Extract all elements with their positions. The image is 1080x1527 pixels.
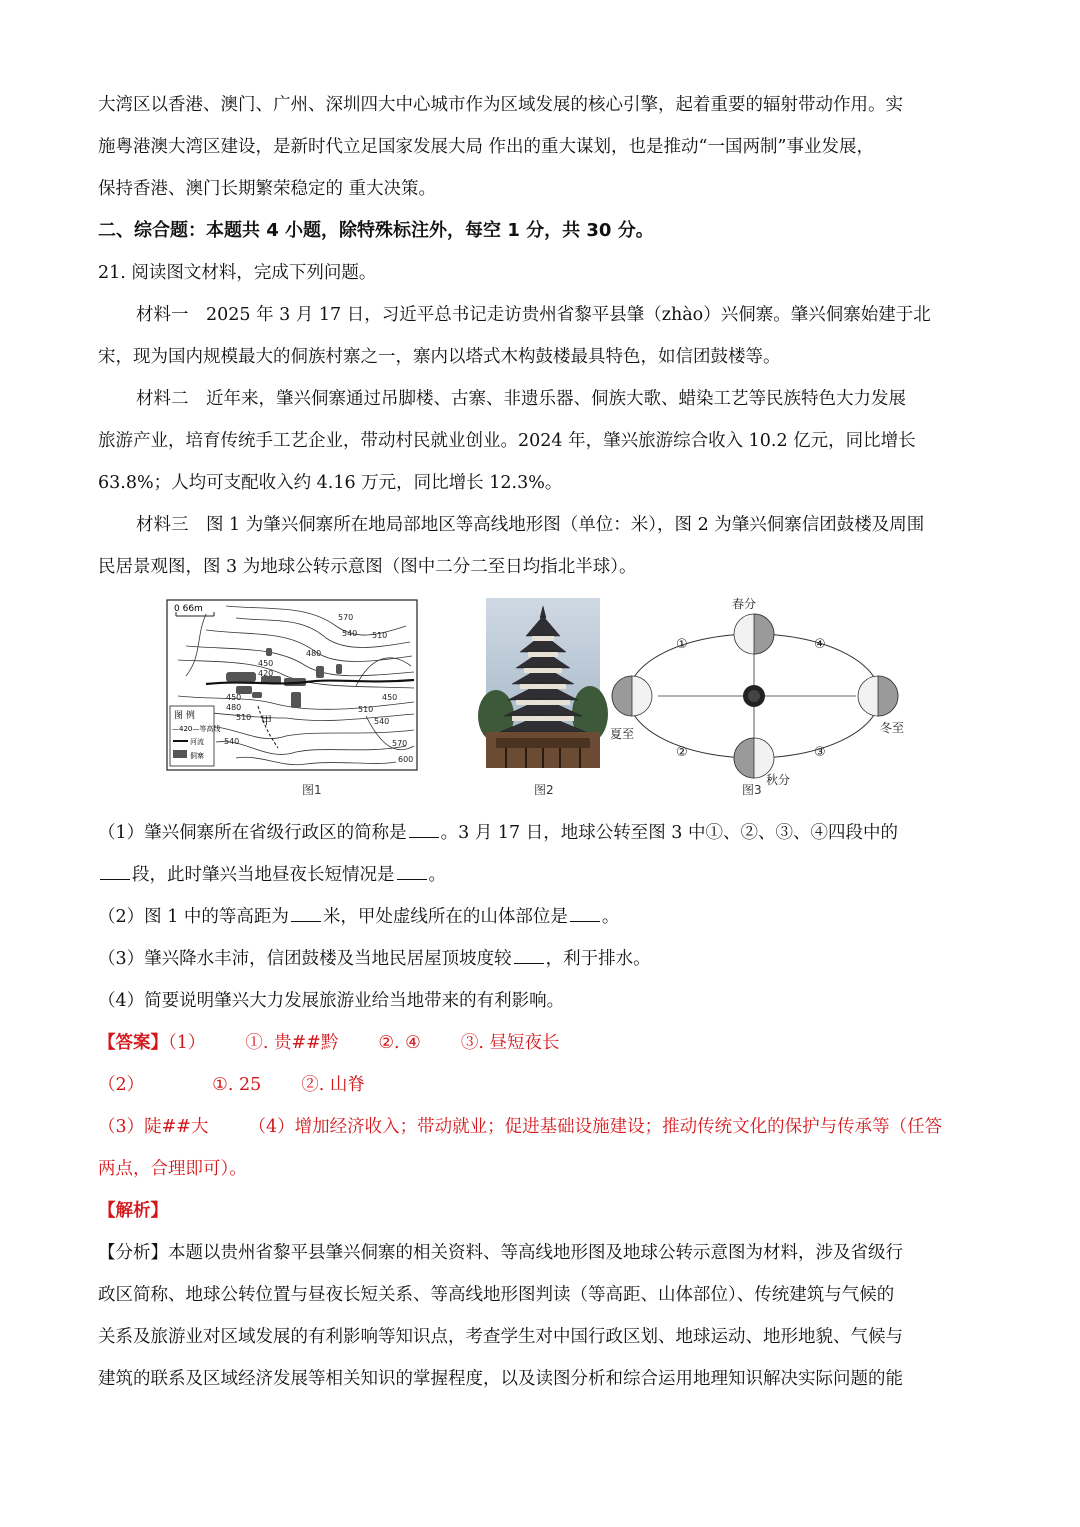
material-line: 旅游产业，培育传统手工艺企业，带动村民就业创业。2024 年，肇兴旅游综合收入 10.2 亿元，同比增长: [98, 431, 916, 451]
analysis-line: 政区简称、地球公转位置与昼夜长短关系、等高线地形图判读（等高距、山体部位）、传统建筑与气候的: [98, 1285, 895, 1305]
legend-village: 侗寨: [190, 752, 204, 760]
material-1: [98, 294, 988, 378]
segment-label: ①: [676, 637, 688, 652]
text: ，利于排水。: [545, 949, 651, 969]
answer-blank: [570, 920, 600, 922]
text: （2）图 1 中的等高距为: [98, 907, 289, 927]
contour-value: 600: [398, 755, 414, 764]
autumn-equinox-label: 秋分: [766, 773, 791, 787]
text: （3）肇兴降水丰沛，信团鼓楼及当地民居屋顶坡度较: [98, 949, 512, 969]
text: 米，甲处虚线所在的山体部位是: [322, 907, 568, 927]
material-3: [98, 504, 988, 588]
answer-blank: [397, 878, 427, 880]
text: （1）肇兴侗寨所在省级行政区的简称是: [98, 823, 407, 843]
answer-2-prefix: （2）: [98, 1075, 145, 1095]
contour-value: 420: [258, 669, 274, 678]
material-line: 63.8%；人均可支配收入约 4.16 万元，同比增长 12.3%。: [98, 473, 563, 493]
winter-solstice-label: 冬至: [880, 721, 905, 735]
contour-value: 510: [372, 631, 388, 640]
material-line: 材料一 2025 年 3 月 17 日，习近平总书记走访贵州省黎平县肇（zhào）兴侗寨。肇兴侗寨始建于北: [136, 305, 931, 325]
contour-value: 480: [306, 649, 322, 658]
answer-line-2: [98, 1064, 988, 1106]
intro-paragraph: [98, 84, 988, 210]
text: 段，此时肇兴当地昼夜长短情况是: [132, 865, 395, 885]
contour-value: 570: [392, 739, 408, 748]
figure-2-drum-tower-photo: [486, 596, 600, 804]
material-line: 材料三 图 1 为肇兴侗寨所在地局部地区等高线地形图（单位：米），图 2 为肇兴侗寨信团鼓楼及周围: [136, 515, 925, 535]
answer-blank: [100, 878, 130, 880]
answer-3: （3）陡##大: [98, 1117, 209, 1137]
material-line: 民居景观图，图 3 为地球公转示意图（图中二分二至日均指北半球）。: [98, 557, 637, 577]
legend-river: 河流: [190, 738, 204, 746]
page-content: [98, 84, 988, 1400]
figure-3-earth-revolution: [610, 596, 926, 804]
analysis-tag: 【解析】: [98, 1201, 168, 1221]
contour-value: 510: [236, 713, 252, 722]
legend-title: 图 例: [174, 711, 195, 721]
segment-label: ②: [676, 745, 688, 760]
answer-line-1: [98, 1022, 988, 1064]
contour-value: 570: [338, 613, 354, 622]
question-stem: 21. 阅读图文材料，完成下列问题。: [98, 263, 377, 283]
analysis-line: 关系及旅游业对区域发展的有利影响等知识点，考查学生对中国行政区划、地球运动、地形地貌、气候与: [98, 1327, 903, 1347]
contour-value: 450: [226, 693, 242, 702]
answer-line-3: [98, 1106, 988, 1148]
answer-line-4: 两点，合理即可）。: [98, 1159, 247, 1179]
figure-3-caption: 图3: [742, 783, 762, 797]
summer-solstice-label: 夏至: [610, 727, 635, 741]
text: 。: [428, 865, 446, 885]
intro-line: 施粤港澳大湾区建设，是新时代立足国家发展大局 作出的重大谋划，也是推动“一国两制”事业发展，: [98, 137, 874, 157]
figure-2-caption: 图2: [534, 783, 554, 797]
spring-equinox-label: 春分: [732, 597, 757, 611]
answer-item: ③. 昼短夜长: [460, 1033, 560, 1053]
contour-value: 540: [342, 629, 358, 638]
material-line: 宋，现为国内规模最大的侗族村寨之一，寨内以塔式木构鼓楼最具特色，如信团鼓楼等。: [98, 347, 781, 367]
contour-value: 540: [374, 717, 390, 726]
figures-row: [98, 596, 988, 804]
text: 。: [601, 907, 620, 927]
sub-question-2: [98, 896, 988, 938]
segment-label: ③: [814, 745, 826, 760]
point-jia-label: 甲: [261, 714, 272, 727]
contour-value: 540: [224, 737, 240, 746]
intro-line: 大湾区以香港、澳门、广州、深圳四大中心城市作为区域发展的核心引擎，起着重要的辐射带动作用。实: [98, 95, 903, 115]
answer-4: （4）增加经济收入；带动就业；促进基础设施建设；推动传统文化的保护与传承等（任答: [248, 1117, 943, 1137]
figure-1-contour-map: [166, 596, 418, 804]
analysis-line: 建筑的联系及区域经济发展等相关知识的掌握程度，以及读图分析和综合运用地理知识解决实际问题的能: [98, 1369, 903, 1389]
intro-line: 保持香港、澳门长期繁荣稳定的 重大决策。: [98, 179, 437, 199]
section-heading: 二、综合题：本题共 4 小题，除特殊标注外，每空 1 分，共 30 分。: [98, 220, 654, 241]
answer-item: ①. 贵##黔: [245, 1033, 339, 1053]
scale-label: 0 66m: [174, 604, 203, 614]
legend-contour: —420—等高线: [172, 725, 221, 733]
answer-item: ①. 25: [212, 1075, 262, 1095]
answer-1-prefix: （1）: [168, 1033, 206, 1053]
contour-value: 450: [258, 659, 274, 668]
material-line: 材料二 近年来，肇兴侗寨通过吊脚楼、古寨、非遗乐器、侗族大歌、蜡染工艺等民族特色大力发展: [136, 389, 906, 409]
sub-question-1a: [98, 812, 988, 854]
segment-label: ④: [814, 637, 826, 652]
answer-blank: [514, 962, 544, 964]
answer-tag: 【答案】: [98, 1033, 168, 1053]
answer-item: ②. ④: [378, 1033, 421, 1053]
sub-question-4: （4）简要说明肇兴大力发展旅游业给当地带来的有利影响。: [98, 991, 565, 1011]
sub-question-1b: [98, 854, 988, 896]
sub-question-3: [98, 938, 988, 980]
text: 。3 月 17 日，地球公转至图 3 中①、②、③、④四段中的: [440, 823, 898, 843]
answer-blank: [291, 920, 321, 922]
material-2: [98, 378, 988, 504]
contour-value: 510: [358, 705, 374, 714]
contour-value: 480: [226, 703, 242, 712]
contour-value: 450: [382, 693, 398, 702]
answer-blank: [409, 836, 439, 838]
analysis-line: 【分析】本题以贵州省黎平县肇兴侗寨的相关资料、等高线地形图及地球公转示意图为材料，涉及省级行: [98, 1243, 903, 1263]
figure-1-caption: 图1: [302, 783, 322, 797]
answer-item: ②. 山脊: [301, 1075, 365, 1095]
